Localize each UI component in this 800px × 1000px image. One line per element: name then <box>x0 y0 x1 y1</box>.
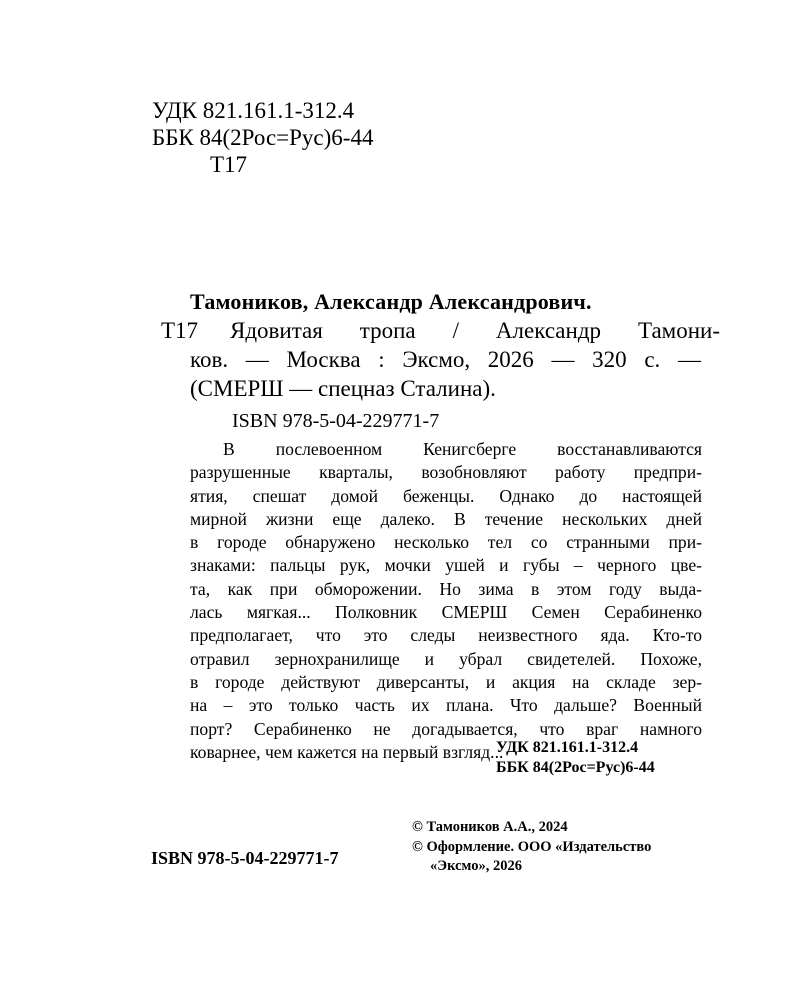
annotation-line: разрушенные кварталы, возобновляют работу предпри- <box>190 462 702 483</box>
annotation-line: знаками: пальцы рук, мочки ушей и губы – черного цве- <box>190 555 702 576</box>
author-mark-top: Т17 <box>210 152 248 177</box>
annotation-line: В послевоенном Кенигсберге восстанавливаются <box>223 439 702 459</box>
annotation-line: порт? Серабиненко не догадывается, что враг намного <box>190 718 702 739</box>
bibliographic-line-2: ков. — Москва : Эксмо, 2026 — 320 с. — <box>190 347 701 372</box>
annotation <box>190 438 702 764</box>
isbn-bottom: ISBN 978-5-04-229771-7 <box>151 848 339 868</box>
annotation-line: в городе действуют диверсанты, и акция на складе зер- <box>190 671 702 692</box>
bbk-code-top: ББК 84(2Рос=Рус)6-44 <box>152 125 374 150</box>
annotation-line: в городе обнаружено несколько тел со странными при- <box>190 532 702 553</box>
annotation-line: отравил зернохранилище и убрал свидетелей. Похоже, <box>190 648 702 669</box>
author-mark-left: Т17 <box>161 318 199 343</box>
copyright-design: © Оформление. ООО «Издательство <box>412 838 652 855</box>
bibliographic-line-1: Ядовитая тропа / Александр Тамони- <box>230 318 720 343</box>
annotation-line: лась мягкая... Полковник СМЕРШ Семен Серабиненко <box>190 602 702 623</box>
annotation-line: та, как при обморожении. Но зима в этом году выда- <box>190 578 702 599</box>
isbn-main: ISBN 978-5-04-229771-7 <box>232 410 440 432</box>
author-heading: Тамоников, Александр Александрович. <box>190 289 592 314</box>
annotation-line: коварнее, чем кажется на первый взгляд... <box>190 741 504 762</box>
bbk-code-bottom: ББК 84(2Рос=Рус)6-44 <box>496 759 655 776</box>
annotation-line: ятия, спешат домой беженцы. Однако до настоящей <box>190 485 702 506</box>
bibliographic-line-3: (СМЕРШ — спецназ Сталина). <box>190 376 496 401</box>
udk-code-top: УДК 821.161.1-312.4 <box>152 98 355 123</box>
annotation-line: на – это только часть их плана. Что дальше? Военный <box>190 695 702 716</box>
annotation-line: предполагает, что это следы неизвестного яда. Кто-то <box>190 625 702 646</box>
copyright-author: © Тамоников А.А., 2024 <box>412 819 568 835</box>
annotation-line: мирной жизни еще далеко. В течение нескольких дней <box>190 508 702 529</box>
copyright-publisher: «Эксмо», 2026 <box>430 858 522 874</box>
udk-code-bottom: УДК 821.161.1-312.4 <box>496 739 639 756</box>
